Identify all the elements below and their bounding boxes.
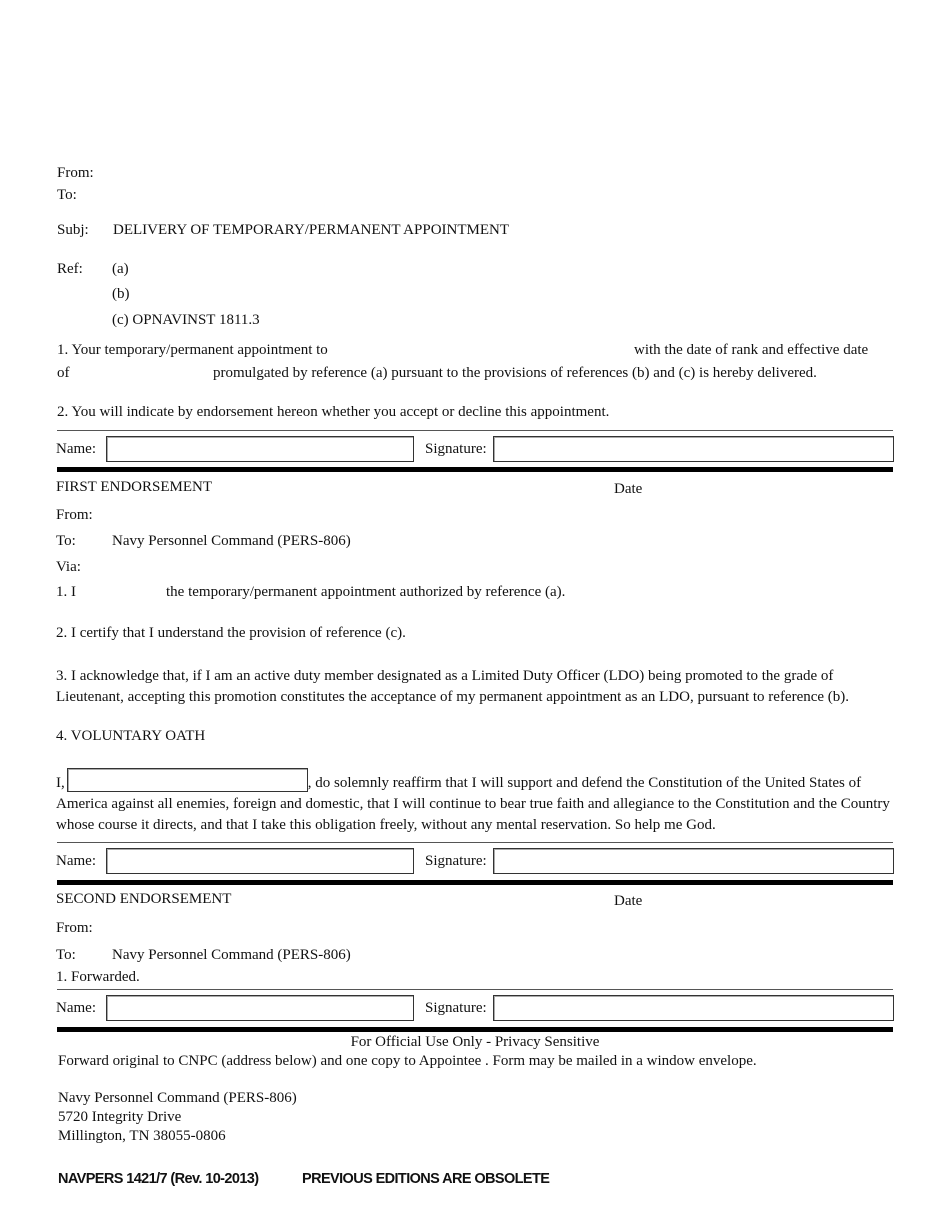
fouo-notice: For Official Use Only - Privacy Sensitive (350, 1034, 600, 1050)
oath-i: I, (56, 775, 65, 791)
para2: 2. You will indicate by endorsement hereon whether you accept or decline this appointment. (57, 404, 610, 420)
signature-input[interactable] (493, 436, 894, 462)
first-endorsement-date-label: Date (614, 481, 643, 497)
fe-via-label: Via: (56, 559, 81, 575)
fe-para1-rest: the temporary/permanent appointment authorized by reference (a). (166, 584, 566, 600)
name-input[interactable] (106, 848, 414, 874)
divider (57, 989, 893, 990)
name-label: Name: (56, 1000, 96, 1016)
subject-text: DELIVERY OF TEMPORARY/PERMANENT APPOINTMENT (113, 222, 510, 238)
address-line: 5720 Integrity Drive (58, 1109, 182, 1125)
ref-label: Ref: (57, 261, 83, 277)
fe-para1-i: 1. I (56, 584, 76, 600)
first-endorsement-title: FIRST ENDORSEMENT (56, 479, 212, 495)
second-endorsement-date-label: Date (614, 893, 643, 909)
signature-input[interactable] (493, 848, 894, 874)
fe-para4: 4. VOLUNTARY OATH (56, 728, 206, 744)
oath-name-input[interactable] (67, 768, 308, 792)
fe-to-label: To: (56, 533, 76, 549)
signature-label: Signature: (425, 853, 487, 869)
fe-to-value: Navy Personnel Command (PERS-806) (112, 533, 351, 549)
from-label: From: (57, 165, 94, 181)
section-divider (57, 1027, 893, 1032)
signature-input[interactable] (493, 995, 894, 1021)
se-to-value: Navy Personnel Command (PERS-806) (112, 947, 351, 963)
address-line: Navy Personnel Command (PERS-806) (58, 1090, 297, 1106)
name-input[interactable] (106, 995, 414, 1021)
para1-promulgated: promulgated by reference (a) pursuant to the provisions of references (b) and (c) is hereby delivered. (213, 365, 817, 381)
para1-start: 1. Your temporary/permanent appointment to (57, 342, 328, 358)
divider (57, 430, 893, 431)
ref-c: (c) OPNAVINST 1811.3 (112, 312, 260, 328)
address-line: Millington, TN 38055-0806 (58, 1128, 226, 1144)
fe-para3: 3. I acknowledge that, if I am an active duty member designated as a Limited Duty Officer (LDO) being promoted to the grade of Lieutenant, accepting this promotion constitutes the acceptance of my permanent appointment as an LDO, pursuant to reference (b). (56, 668, 850, 705)
name-label: Name: (56, 853, 96, 869)
signature-label: Signature: (425, 1000, 487, 1016)
se-para1: 1. Forwarded. (56, 969, 140, 985)
ref-b: (b) (112, 286, 130, 302)
divider (57, 842, 893, 843)
obsolete-notice: PREVIOUS EDITIONS ARE OBSOLETE (302, 1171, 550, 1187)
fe-from-label: From: (56, 507, 93, 523)
section-divider (57, 467, 893, 472)
se-from-label: From: (56, 920, 93, 936)
subj-label: Subj: (57, 222, 89, 238)
para1-date-of-rank: with the date of rank and effective date (634, 342, 869, 358)
forward-instructions: Forward original to CNPC (address below) and one copy to Appointee . Form may be mailed in a window envelope. (58, 1053, 757, 1069)
signature-label: Signature: (425, 441, 487, 457)
fe-para2: 2. I certify that I understand the provision of reference (c). (56, 625, 406, 641)
para1-of: of (57, 365, 70, 381)
to-label: To: (57, 187, 77, 203)
oath-text: , do solemnly reaffirm that I will support and defend the Constitution of the United States of America against all enemies, foreign and domestic, that I will continue to bear true faith and allegiance to the Constitution and the Country whose course it directs, and that I take this obligation freely, without any mental reservation. So help me God. (56, 775, 890, 833)
section-divider (57, 880, 893, 885)
name-input[interactable] (106, 436, 414, 462)
second-endorsement-title: SECOND ENDORSEMENT (56, 891, 232, 907)
ref-a: (a) (112, 261, 129, 277)
se-to-label: To: (56, 947, 76, 963)
oath-paragraph (56, 768, 896, 836)
name-label: Name: (56, 441, 96, 457)
form-number: NAVPERS 1421/7 (Rev. 10-2013) (58, 1171, 259, 1187)
